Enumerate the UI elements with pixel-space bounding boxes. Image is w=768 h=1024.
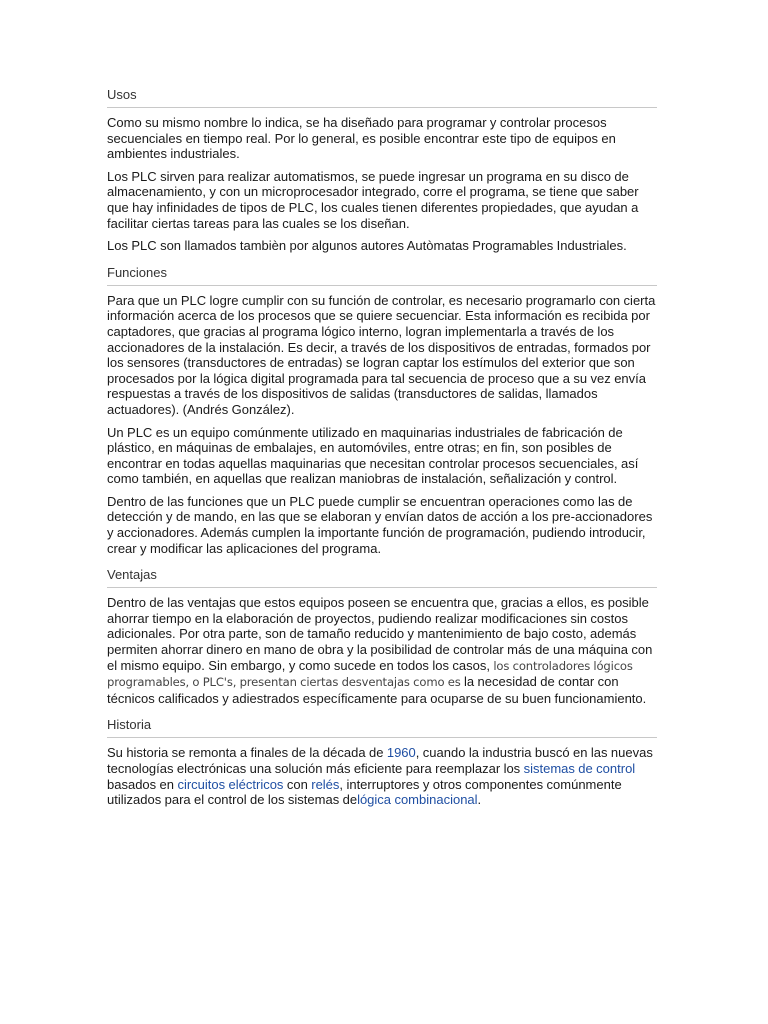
paragraph: Dentro de las funciones que un PLC puede cumplir se encuentran operaciones como las de detección y de mando, en las que se elaboran y envían datos de acción a los pre-accionadores y accionadores. Además cumplen la importante función de programación, pudiendo introducir, crear y modificar las aplicaciones del programa. — [107, 493, 653, 556]
paragraph: Los PLC sirven para realizar automatismos, se puede ingresar un programa en su disco de almacenamiento, y con un microprocesador integrado, corre el programa, se tiene que saber que hay infinidades de tipos de PLC, los cuales tienen diferentes propiedades, que ayudan a facilitar ciertas tareas para las cuales se los diseñan. — [107, 168, 639, 231]
section-ventajas — [107, 566, 657, 706]
section-heading: Funciones — [107, 264, 657, 286]
section-heading: Usos — [107, 86, 657, 108]
paragraph-text: basados en — [107, 776, 178, 792]
paragraph: Los PLC son llamados tambièn por algunos autores Autòmatas Programables Industriales. — [107, 238, 627, 254]
paragraph-text: Dentro de las ventajas que estos equipos poseen se encuentra que, gracias a ellos, es posible ahorrar tiempo en la elaboración de proyectos, pudiendo realizar modificaciones sin costos adicionales. Por otra parte, son de tamaño reducido y mantenimiento de bajo costo, además permiten ahorrar dinero en mano de obra y la posibilidad de controlar más de una máquina con el mismo equipo. Sin embargo, y como sucede en todos los casos, — [107, 595, 653, 673]
paragraph-text-alt-font: los controladores lógicos programables, o PLC's, presentan ciertas desventajas como es — [107, 658, 633, 690]
section-funciones — [107, 264, 657, 557]
paragraph-historia — [107, 745, 657, 807]
paragraph-text: con — [283, 776, 312, 792]
paragraph: Para que un PLC logre cumplir con su función de controlar, es necesario programarlo con cierta información acerca de los procesos que se quiere secuenciar. Esta información es recibida por captadores, que gracias al programa lógico interno, logran implementarla a través de los accionadores de la instalación. Es decir, a través de los dispositivos de entradas, formados por los sensores (transductores de entradas) se logran captar los estímulos del exterior que son procesados por la lógica digital programada para tal secuencia de proceso que a su vez envía respuestas a través de los dispositivos de salidas (transductores de salidas, llamados actuadores). (Andrés González). — [107, 292, 656, 417]
link-sistemas-de-control[interactable]: sistemas de control — [523, 761, 636, 776]
section-heading: Ventajas — [107, 566, 657, 588]
link-1960[interactable]: 1960 — [386, 745, 416, 761]
paragraph: Como su mismo nombre lo indica, se ha diseñado para programar y controlar procesos secuenciales en tiempo real. Por lo general, es posible encontrar este tipo de equipos en ambientes industriales. — [107, 115, 616, 162]
link-logica-combinacional[interactable]: lógica combinacional — [357, 792, 478, 808]
section-usos — [107, 86, 657, 254]
paragraph-text: , cuando la industria buscó en las nuevas tecnologías electrónicas una solución más eficiente para reemplazar los — [107, 745, 653, 776]
link-reles[interactable]: relés — [311, 776, 340, 792]
paragraph-text: . — [477, 792, 482, 808]
link-circuitos-electricos[interactable]: circuitos eléctricos — [177, 776, 284, 792]
paragraph — [107, 595, 657, 706]
paragraph-text: , interruptores y otros componentes comúnmente utilizados para el control de los sistemas de — [107, 776, 622, 808]
paragraph-text: la necesidad de contar con técnicos calificados y adiestrados específicamente para ocuparse de su buen funcionamiento. — [107, 674, 647, 706]
section-heading: Historia — [107, 716, 657, 738]
paragraph: Un PLC es un equipo comúnmente utilizado en maquinarias industriales de fabricación de plástico, en máquinas de embalajes, en automóviles, entre otras; en fin, son posibles de encontrar en todas aquellas maquinarias que necesitan controlar procesos secuenciales, así como también, en aquellas que realizan maniobras de instalación, señalización y control. — [107, 424, 639, 487]
document-page — [107, 86, 657, 815]
section-historia — [107, 716, 657, 807]
paragraph-text: Su historia se remonta a finales de la década de — [107, 745, 387, 761]
